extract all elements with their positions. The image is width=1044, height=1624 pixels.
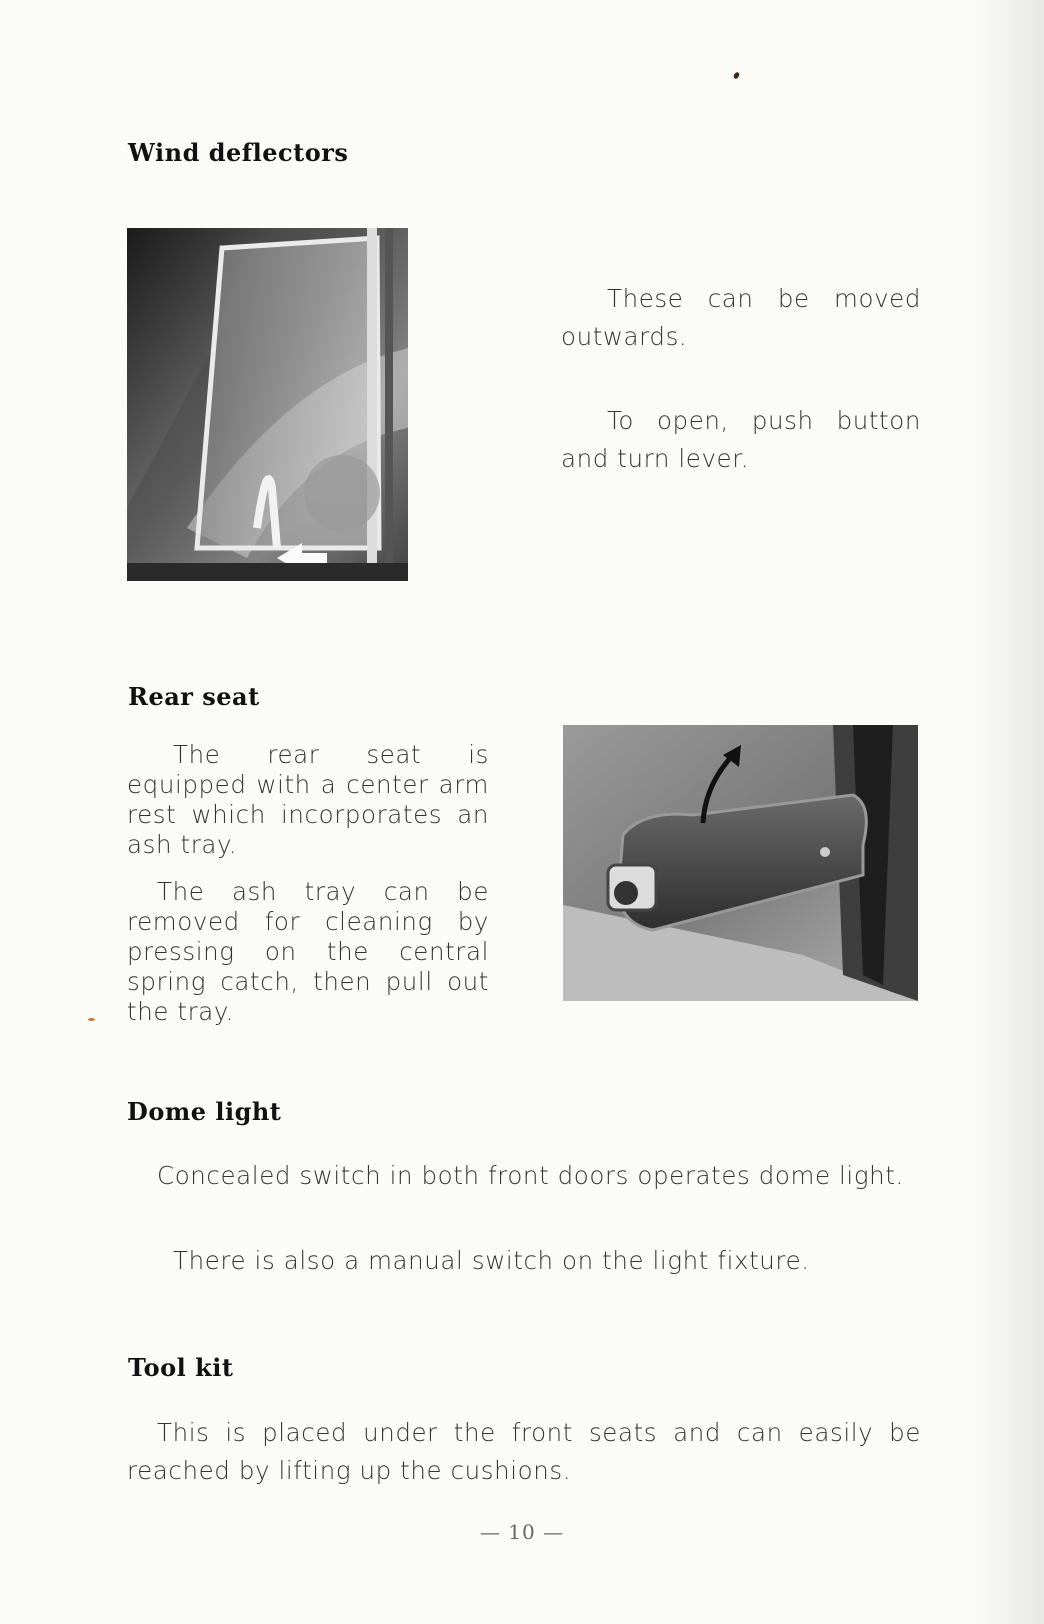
heading-rear-seat: Rear seat bbox=[128, 682, 260, 711]
heading-tool-kit: Tool kit bbox=[128, 1353, 234, 1382]
rear-paragraph-2: The ash tray can be removed for cleaning by pressing on the central spring catch, then pull out the tray. bbox=[127, 877, 489, 1026]
ink-speck bbox=[733, 71, 741, 80]
ink-speck bbox=[88, 1018, 95, 1021]
heading-wind-deflectors: Wind deflectors bbox=[128, 138, 349, 167]
dome-paragraph-1: Concealed switch in both front doors operates dome light. bbox=[157, 1161, 904, 1190]
page-number: — 10 — bbox=[479, 1520, 565, 1544]
page-edge-shadow bbox=[974, 0, 1044, 1624]
rear-paragraph-1: The rear seat is equipped with a center arm rest which incorporates an ash tray. bbox=[127, 740, 489, 859]
wind-deflector-photo bbox=[127, 228, 408, 581]
wind-paragraph-1: These can be moved outwards. bbox=[561, 284, 921, 351]
heading-dome-light: Dome light bbox=[127, 1097, 282, 1126]
tool-paragraph-1: This is placed under the front seats and can easily be reached by lifting up the cushions. bbox=[127, 1418, 921, 1485]
wind-paragraph-2: To open, push button and turn lever. bbox=[561, 406, 921, 473]
dome-paragraph-2: There is also a manual switch on the light fixture. bbox=[173, 1246, 810, 1275]
rear-armrest-photo bbox=[563, 725, 918, 1001]
